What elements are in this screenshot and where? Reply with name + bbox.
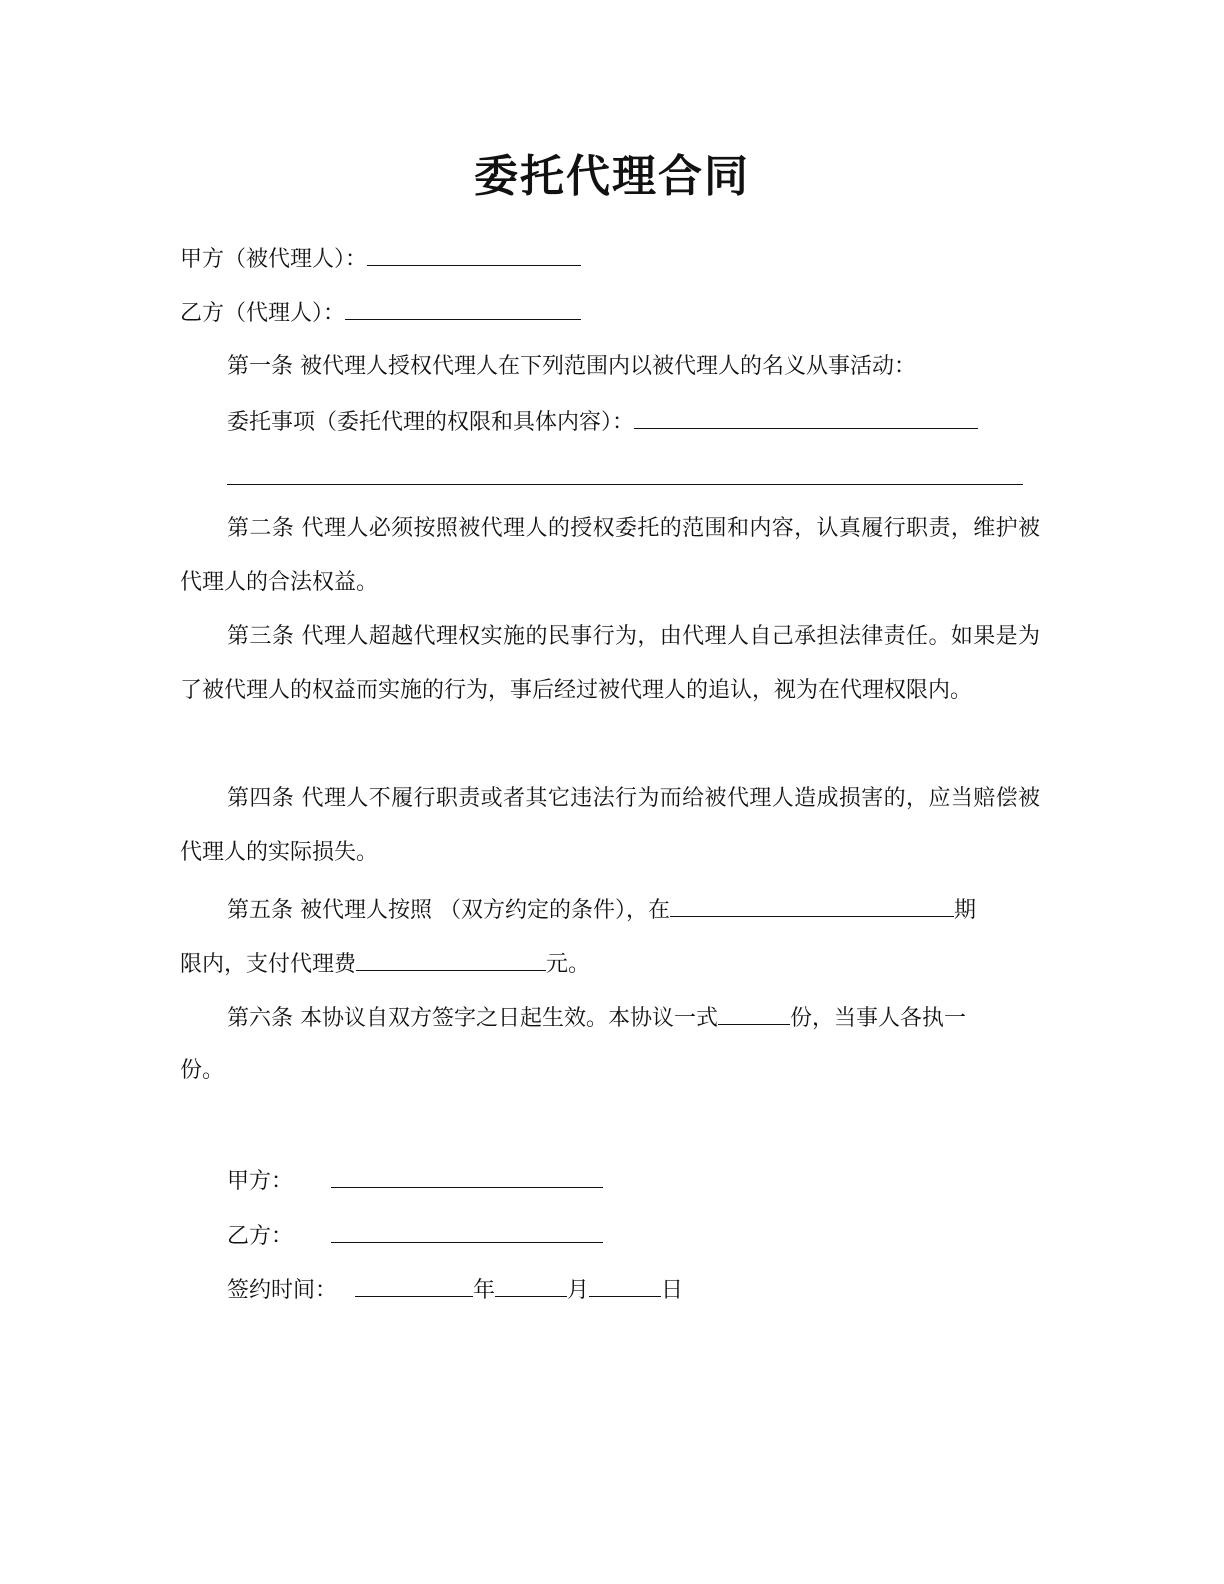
article-3: 第三条 代理人超越代理权实施的民事行为，由代理人自己承担法律责任。如果是为了被代理人的权益而实施的行为，事后经过被代理人的追认，视为在代理权限内。 xyxy=(180,624,1040,703)
article-5-line-1 xyxy=(227,894,976,926)
party-a-line xyxy=(180,243,581,275)
party-a-label: 甲方（被代理人）： xyxy=(180,247,368,272)
article-5-text-3: 限内，支付代理费 xyxy=(180,952,357,977)
signature-party-a-label: 甲方： xyxy=(227,1169,294,1194)
month-blank[interactable] xyxy=(495,1274,567,1297)
entrust-items-label: 委托事项（委托代理的权限和具体内容）： xyxy=(227,410,635,435)
copies-blank[interactable] xyxy=(718,1002,790,1025)
signature-party-a-blank[interactable] xyxy=(331,1165,603,1188)
entrust-items-line xyxy=(227,406,978,438)
article-5-text-1: 第五条 被代理人按照 （双方约定的条件），在 xyxy=(227,898,670,923)
article-1: 第一条 被代理人授权代理人在下列范围内以被代理人的名义从事活动： xyxy=(227,354,916,379)
party-b-line xyxy=(180,297,581,329)
day-label: 日 xyxy=(661,1278,684,1303)
document-title: 委托代理合同 xyxy=(474,151,750,202)
article-2: 第二条 代理人必须按照被代理人的授权委托的范围和内容，认真履行职责，维护被代理人的合法权益。 xyxy=(180,516,1040,595)
signature-party-a xyxy=(227,1165,603,1197)
signing-date-label: 签约时间： xyxy=(227,1278,338,1303)
article-6-line-2: 份。 xyxy=(180,1058,225,1083)
day-blank[interactable] xyxy=(589,1274,661,1297)
month-label: 月 xyxy=(567,1278,590,1303)
article-5-text-2: 期 xyxy=(954,898,977,923)
entrust-items-blank[interactable] xyxy=(634,406,978,429)
term-blank[interactable] xyxy=(670,894,954,917)
signature-party-b-blank[interactable] xyxy=(331,1220,603,1243)
article-6-text-2: 份，当事人各执一 xyxy=(790,1006,967,1031)
article-6-line-1 xyxy=(227,1002,966,1034)
signature-party-b xyxy=(227,1220,603,1252)
fee-blank[interactable] xyxy=(356,948,546,971)
party-b-label: 乙方（代理人）： xyxy=(180,301,346,326)
article-5-line-2 xyxy=(180,948,590,980)
article-4: 第四条 代理人不履行职责或者其它违法行为而给被代理人造成损害的，应当赔偿被代理人的实际损失。 xyxy=(180,786,1040,865)
article-6-text-1: 第六条 本协议自双方签字之日起生效。本协议一式 xyxy=(227,1006,718,1031)
year-blank[interactable] xyxy=(355,1274,473,1297)
article-5-text-4: 元。 xyxy=(546,952,591,977)
party-b-blank[interactable] xyxy=(345,297,581,320)
signing-date xyxy=(227,1274,683,1306)
entrust-items-blank-line-2[interactable] xyxy=(227,484,1023,485)
year-label: 年 xyxy=(473,1278,496,1303)
signature-party-b-label: 乙方： xyxy=(227,1224,294,1249)
party-a-blank[interactable] xyxy=(367,243,581,266)
